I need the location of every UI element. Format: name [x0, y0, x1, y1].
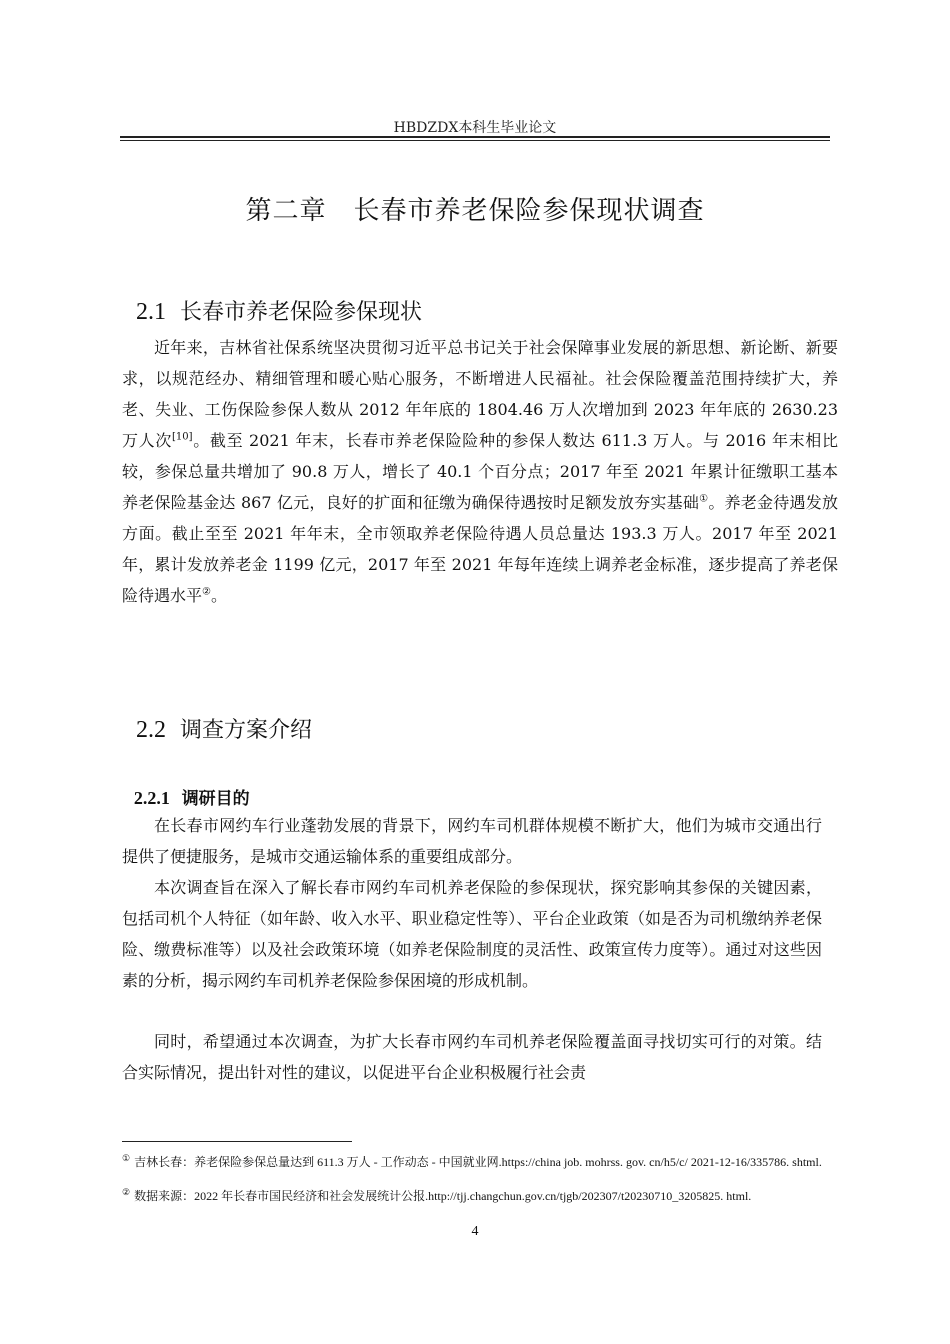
footnote-ref-1[interactable]: ①: [699, 493, 709, 505]
paragraph-objective: 本次调查旨在深入了解长春市网约车司机养老保险的参保现状，探究影响其参保的关键因素，包括司机个人特征（如年龄、收入水平、职业稳定性等）、平台企业政策（如是否为司机缴纳养老保险、缴费标准等）以及社会政策环境（如养老保险制度的灵活性、政策宣传力度等）。通过对这些因素的分析，揭示网约车司机养老保险参保困境的形成机制。: [122, 878, 822, 990]
paragraph-text: 。养老金待遇发放方面。截止至至 2021 年年末，全市领取养老保险待遇人员总量达 193.3 万人。2017 年至 2021 年，累计发放养老金 1199 亿元，2017 年至 2021 年每年连续上调养老金标准，逐步提高了养老保险待遇水平: [122, 493, 838, 605]
paragraph-text: 。截至 2021 年末，长春市养老保险险种的参保人数达 611.3 万人。与 2016 年末相比较，参保总量共增加了 90.8 万人，增长了 40.1 个百分点；2017 年至 2021 年累计征缴职工基本养老保险基金达 867 亿元，良好的扩面和征缴为确保待遇按时足额发放夯实基础: [122, 431, 838, 512]
section-number: 2.2: [136, 717, 166, 743]
section-heading-2-2: [122, 688, 312, 744]
header-rule-thin: [120, 140, 830, 141]
footnote-mark: ②: [122, 1187, 131, 1197]
paragraph-background: 在长春市网约车行业蓬勃发展的背景下，网约车司机群体规模不断扩大，他们为城市交通出行提供了便捷服务，是城市交通运输体系的重要组成部分。: [122, 816, 822, 866]
footnote-ref-2[interactable]: ②: [202, 586, 211, 598]
paragraph-text: 。: [210, 586, 227, 605]
footnote-1: [122, 1154, 838, 1171]
paragraph-goal: 同时，希望通过本次调查，为扩大长春市网约车司机养老保险覆盖面寻找切实可行的对策。结合实际情况，提出针对性的建议，以促进平台企业积极履行社会责: [122, 1032, 822, 1082]
section-title: 调查方案介绍: [180, 718, 313, 743]
page-number: 4: [471, 1224, 479, 1239]
footnote-2: [122, 1188, 838, 1205]
section-title: 长春市养老保险参保现状: [180, 300, 423, 325]
footnote-text: 吉林长春：养老保险参保总量达到 611.3 万人 - 工作动态 - 中国就业网.https://china job. mohrss. gov. cn/h5/c/ 2021-12-16/335786. shtml.: [134, 1155, 822, 1169]
subsection-number: 2.2.1: [133, 788, 170, 808]
running-header: HBDZDX本科生毕业论文: [393, 120, 557, 136]
section-number: 2.1: [136, 299, 166, 325]
section-heading-2-1: [122, 270, 422, 326]
footnote-text: 数据来源：2022 年长春市国民经济和社会发展统计公报.http://tjj.changchun.gov.cn/tjgb/202307/t20230710_3205825. html.: [134, 1189, 752, 1203]
footnote-mark: ①: [122, 1153, 131, 1163]
citation-marker: [10]: [172, 431, 193, 443]
paragraph-pension-status: [122, 332, 838, 611]
paragraph-text: 近年来，吉林省社保系统坚决贯彻习近平总书记关于社会保障事业发展的新思想、新论断、新要求，以规范经办、精细管理和暖心贴心服务，不断增进人民福祉。社会保险覆盖范围持续扩大，养老、失业、工伤保险参保人数从 2012 年年底的 1804.46 万人次增加到 2023 年年底的 2630.23 万人次: [122, 338, 838, 450]
subsection-title: 调研目的: [181, 789, 250, 809]
footnote-rule: [122, 1141, 352, 1142]
subsection-heading-2-2-1: [122, 764, 250, 809]
header-rule: [120, 136, 830, 138]
chapter-title: 第二章 长春市养老保险参保现状调查: [245, 196, 705, 226]
